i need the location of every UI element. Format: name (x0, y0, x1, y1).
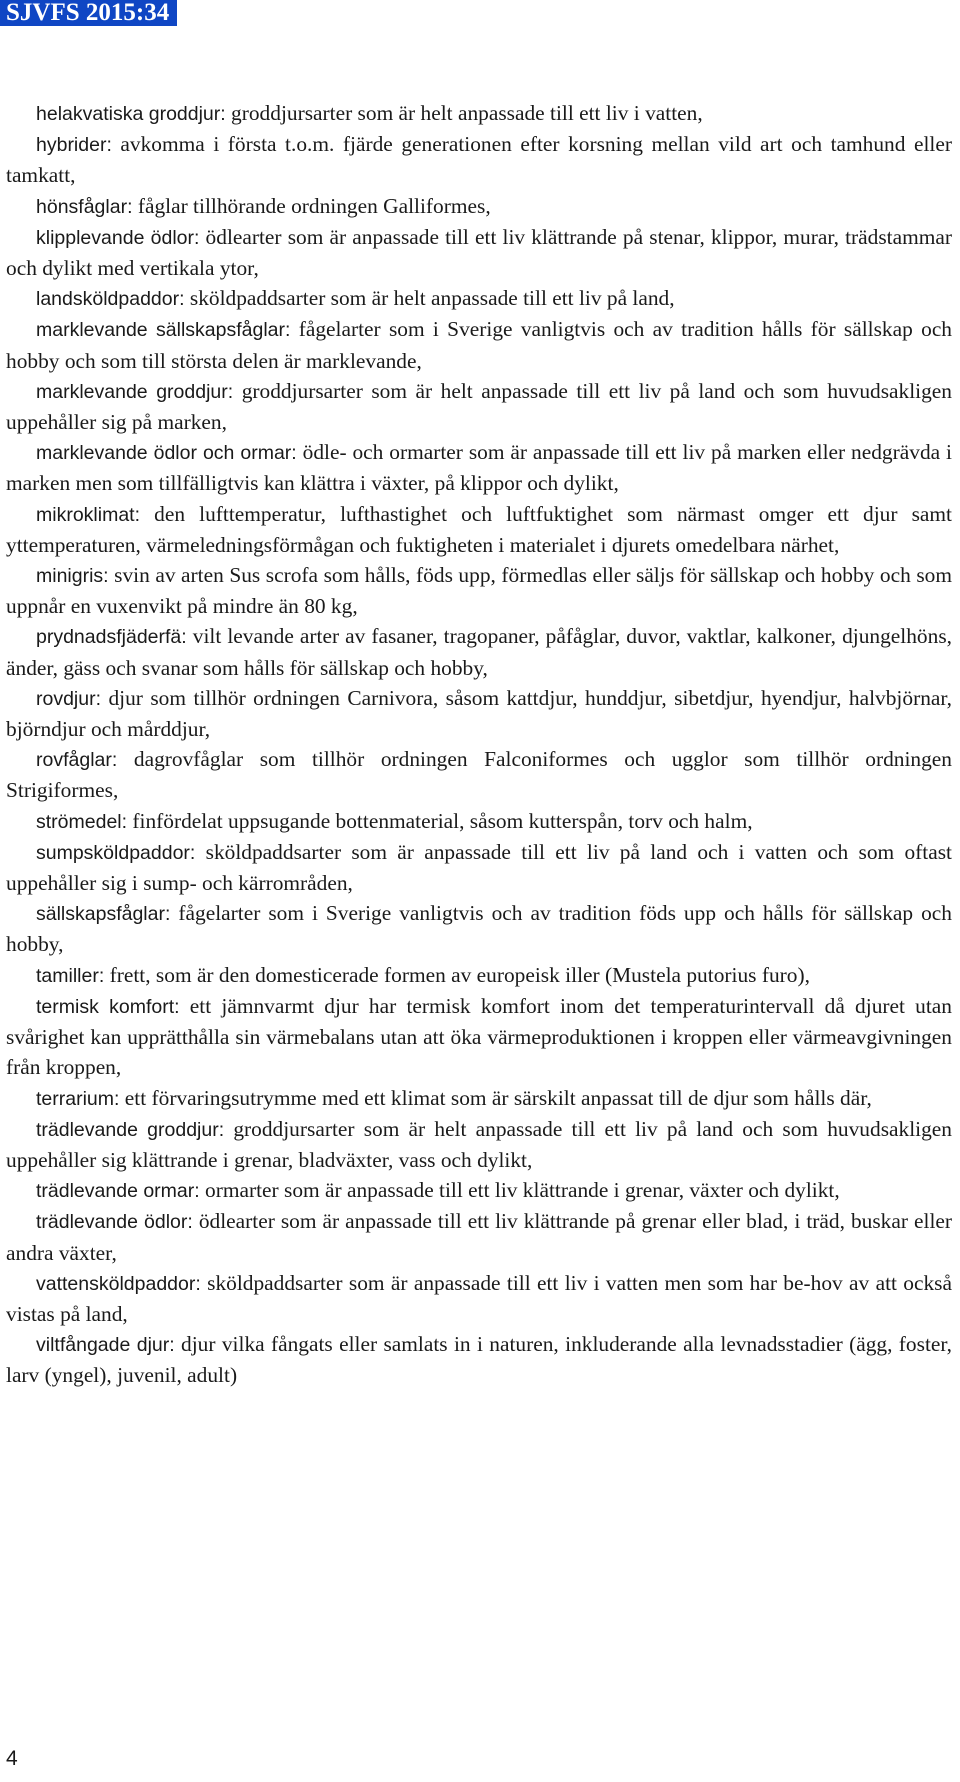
definition-text: djur som tillhör ordningen Carnivora, såsom kattdjur, hunddjur, sibetdjur, hyendjur, halvbjörnar, björndjur och mårddjur, (6, 685, 952, 742)
definition-entry (6, 98, 952, 129)
definition-term: klipplevande ödlor: (36, 226, 200, 249)
definition-term: prydnadsfjäderfä: (36, 626, 187, 649)
definition-text: dagrovfåglar som tillhör ordningen Falconiformes och ugglor som tillhör ordningen Strigiformes, (6, 747, 952, 803)
page-number: 4 (6, 1747, 18, 1770)
definition-text: ödlearter som är anpassade till ett liv klättrande på grenar eller blad, i träd, buskar eller andra växter, (6, 1209, 953, 1265)
definition-entry (6, 1206, 952, 1267)
definition-term: strömedel: (36, 810, 128, 833)
definition-text: vilt levande arter av fasaner, tragopaner, påfåglar, duvor, vaktlar, kalkoner, djungelhöns, änder, gäss och svanar som hålls för sällskap och hobby, (6, 624, 952, 680)
definition-text: ödle- och ormarter som är anpassade till ett liv på marken eller nedgrävda i marken men som tillfälligtvis kan klättra i växter, på klippor och dylikt, (6, 440, 952, 496)
definition-entry (6, 191, 952, 222)
definition-term: viltfångade djur: (36, 1334, 175, 1357)
definition-text: svin av arten Sus scrofa som hålls, föds upp, förmedlas eller säljs för sällskap och hobby och som uppnår en vuxenvikt på mindre än 80 kg, (6, 563, 952, 619)
definition-entry (6, 437, 952, 498)
definition-text: finfördelat uppsugande bottenmaterial, såsom kutterspån, torv och halm, (127, 808, 753, 833)
definition-text: groddjursarter som är helt anpassade till ett liv på land och som huvudsakligen uppehåller sig på marken, (6, 378, 952, 435)
definition-text: sköldpaddsarter som är anpassade till ett liv på land och i vatten och som oftast uppehåller sig i sump- och kärrområden, (6, 839, 952, 896)
definition-entry (6, 683, 952, 744)
definition-term: rovfåglar: (36, 749, 118, 772)
definition-entry (6, 806, 952, 837)
definition-text: den lufttemperatur, lufthastighet och luftfuktighet som närmast omger ett djur samt yttemperaturen, värmeledningsförmågan och fuktigheten i materialet i djurets omedelbara närhet, (6, 501, 952, 557)
definition-entry (6, 499, 952, 560)
definition-text: groddjursarter som är helt anpassade till ett liv i vatten, (225, 101, 703, 125)
definition-term: landsköldpaddor: (36, 288, 185, 311)
definition-text: sköldpaddsarter som är helt anpassade till ett liv på land, (184, 286, 675, 311)
definition-entry (6, 1268, 952, 1329)
definition-term: hönsfåglar: (36, 195, 133, 218)
definition-entry (6, 837, 952, 898)
definition-term: minigris: (36, 565, 109, 588)
definition-text: avkomma i första t.o.m. fjärde generationen efter korsning mellan vild art och tamhund eller tamkatt, (6, 132, 952, 188)
definition-entry (6, 960, 952, 991)
definition-term: vattensköldpaddor: (36, 1272, 201, 1295)
definition-entry (6, 621, 952, 682)
definition-entry (6, 314, 952, 375)
definition-term: marklevande groddjur: (36, 380, 234, 403)
document-header (0, 0, 177, 26)
definition-text: fåglar tillhörande ordningen Galliformes, (132, 193, 491, 218)
definition-entry (6, 222, 952, 283)
definition-text: ödlearter som är anpassade till ett liv klättrande på stenar, klippor, murar, trädstammar och dylikt med vertikala ytor, (6, 224, 953, 281)
definition-entry (6, 129, 952, 190)
definition-entry (6, 376, 952, 437)
definition-term: mikroklimat: (36, 503, 141, 526)
definition-term: tamiller: (36, 964, 105, 987)
definition-text: fågelarter som i Sverige vanligtvis och av tradition föds upp och hålls för sällskap och hobby, (6, 901, 952, 957)
definition-term: trädlevande groddjur: (36, 1118, 225, 1141)
definition-term: trädlevande ödlor: (36, 1211, 193, 1234)
definition-text: sköldpaddsarter som är anpassade till ett liv i vatten men som har be-hov av att också vistas på land, (6, 1270, 952, 1326)
definition-text: ett jämnvarmt djur har termisk komfort inom det temperaturintervall då djuret utan svårighet kan upprätthålla sin värmebalans utan att öka värmeproduktionen i kroppen eller värmeavgivningen från kroppen, (6, 993, 953, 1080)
definition-text: ormarter som är anpassade till ett liv klättrande i grenar, växter och dylikt, (199, 1178, 840, 1203)
definition-term: trädlevande ormar: (36, 1180, 200, 1203)
definition-entry (6, 1083, 952, 1114)
definition-entry (6, 560, 952, 621)
definition-term: rovdjur: (36, 687, 102, 710)
definition-entry (6, 1175, 952, 1206)
definition-entry (6, 1329, 952, 1390)
definition-term: sällskapsfåglar: (36, 903, 171, 926)
definition-entry (6, 283, 952, 314)
definition-entry (6, 991, 952, 1083)
definition-text: groddjursarter som är helt anpassade till ett liv på land och som huvudsakligen uppehåller sig klättrande i grenar, bladväxter, vass och dylikt, (6, 1116, 952, 1172)
definition-entry (6, 1114, 952, 1175)
definition-text: frett, som är den domesticerade formen av europeisk iller (Mustela putorius furo), (104, 962, 810, 987)
definition-entry (6, 744, 952, 805)
definition-text: fågelarter som i Sverige vanligtvis och av tradition hålls för sällskap och hobby och som till största delen är marklevande, (6, 317, 953, 373)
definitions-list (6, 98, 952, 1391)
definition-term: helakvatiska groddjur: (36, 103, 226, 125)
definition-term: marklevande ödlor och ormar: (36, 442, 297, 465)
definition-term: marklevande sällskapsfåglar: (36, 319, 291, 342)
definition-text: ett förvaringsutrymme med ett klimat som är särskilt anpassat till de djur som hålls där, (119, 1085, 872, 1110)
definition-entry (6, 898, 952, 959)
definition-text: djur vilka fångats eller samlats in i naturen, inkluderande alla levnadsstadier (ägg, foster, larv (yngel), juvenil, adult) (6, 1332, 952, 1388)
definition-term: hybrider: (36, 134, 112, 157)
definition-term: sumpsköldpaddor: (36, 841, 196, 864)
definition-term: termisk komfort: (36, 995, 180, 1018)
document-title: SJVFS 2015:34 (6, 0, 170, 26)
definition-term: terrarium: (36, 1087, 120, 1110)
